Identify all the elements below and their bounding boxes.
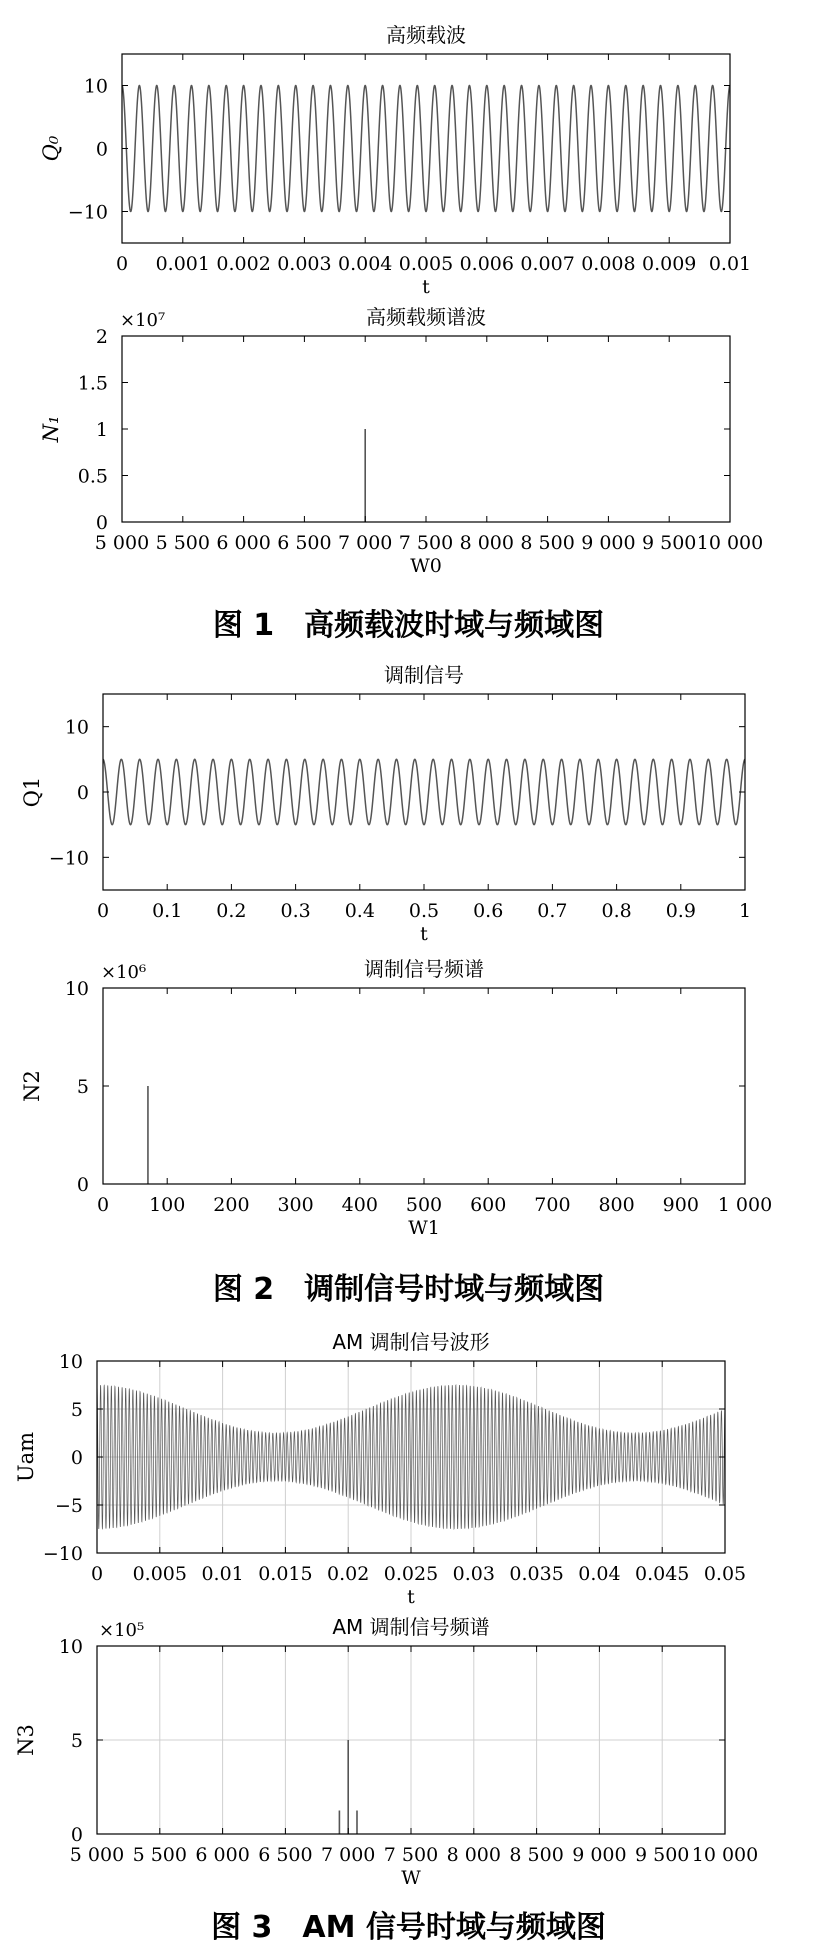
x-tick-label: 0.001 — [155, 253, 211, 275]
x-axis-label: W1 — [408, 1217, 440, 1239]
x-tick-label: 0.03 — [452, 1563, 495, 1585]
y-tick-label: 0 — [95, 138, 108, 161]
waveform-line — [122, 86, 730, 212]
y-tick-label: 5 — [76, 1076, 89, 1098]
x-axis-label: t — [422, 276, 430, 298]
x-tick-label: 9 000 — [572, 1844, 627, 1866]
x-tick-label: 0.6 — [473, 900, 504, 922]
y-tick-label: 0 — [70, 1824, 83, 1846]
y-axis-label: Q₀ — [39, 135, 63, 162]
chart-title: 调制信号频谱 — [364, 957, 484, 981]
y-tick-label: 5 — [70, 1399, 83, 1421]
x-axis-label: W0 — [410, 555, 442, 577]
x-tick-label: 900 — [662, 1194, 699, 1216]
x-tick-label: 10 000 — [691, 1844, 759, 1866]
plot-frame — [122, 336, 730, 522]
y-tick-label: 0.5 — [77, 465, 108, 488]
x-tick-label: 0.004 — [337, 253, 393, 275]
x-tick-label: 0.04 — [578, 1563, 621, 1585]
x-tick-label: 0.3 — [280, 900, 311, 922]
x-tick-label: 6 500 — [258, 1844, 313, 1866]
x-tick-label: 6 000 — [216, 532, 271, 554]
y-axis-label: N₁ — [39, 415, 63, 443]
y-axis-label: N2 — [20, 1070, 44, 1102]
y-tick-label: 0 — [76, 782, 89, 804]
x-axis-label: t — [420, 923, 428, 945]
c6-chart — [97, 1646, 725, 1834]
c1-chart — [122, 54, 730, 243]
y-tick-label: 10 — [83, 75, 108, 98]
x-tick-label: 0 — [115, 253, 129, 275]
x-tick-label: 8 000 — [446, 1844, 502, 1866]
x-tick-label: 8 500 — [520, 532, 575, 554]
y-tick-label: 0 — [76, 1174, 89, 1196]
x-tick-label: 5 500 — [155, 532, 211, 554]
y-tick-label: −5 — [54, 1495, 83, 1517]
y-tick-label: 10 — [58, 1636, 83, 1658]
x-tick-label: 0.003 — [277, 253, 332, 275]
x-tick-label: 7 500 — [398, 532, 454, 554]
x-tick-label: 5 000 — [69, 1844, 125, 1866]
x-tick-label: 9 500 — [641, 532, 697, 554]
x-axis-label: t — [407, 1586, 415, 1608]
y-axis-label: Q1 — [20, 776, 44, 808]
x-axis-label: W — [401, 1867, 421, 1889]
y-tick-label: −10 — [67, 201, 108, 224]
x-tick-label: 0.035 — [509, 1563, 564, 1585]
x-tick-label: 100 — [149, 1194, 186, 1216]
y-tick-label: −10 — [48, 847, 89, 870]
c2-chart — [122, 336, 730, 522]
x-tick-label: 6 000 — [195, 1844, 250, 1866]
figure-1-caption: 图 1 高频载波时域与频域图 — [212, 608, 605, 643]
x-tick-label: 0.007 — [520, 253, 575, 275]
chart-title: 调制信号 — [384, 663, 464, 687]
x-tick-label: 7 500 — [383, 1844, 439, 1866]
chart-title: 高频载频谱波 — [366, 305, 486, 329]
chart-title: AM 调制信号频谱 — [332, 1615, 490, 1639]
x-tick-label: 0.5 — [408, 900, 440, 922]
c3-chart — [103, 694, 745, 890]
x-tick-label: 9 500 — [634, 1844, 690, 1866]
plot-frame — [103, 988, 745, 1184]
x-tick-label: 0.005 — [398, 253, 454, 275]
y-tick-label: 2 — [95, 326, 108, 348]
y-tick-label: 0 — [95, 512, 108, 534]
y-tick-label: 10 — [64, 978, 89, 1000]
x-tick-label: 0.045 — [634, 1563, 690, 1585]
x-tick-label: 0.02 — [327, 1563, 370, 1585]
x-tick-label: 0.01 — [201, 1563, 244, 1585]
y-axis-label: N3 — [14, 1724, 38, 1756]
axis-exponent: ×10⁷ — [120, 310, 166, 331]
x-tick-label: 0.002 — [216, 253, 271, 275]
x-tick-label: 0.8 — [601, 900, 632, 922]
x-tick-label: 7 000 — [320, 1844, 376, 1866]
x-tick-label: 6 500 — [277, 532, 332, 554]
x-tick-label: 0.7 — [537, 900, 568, 922]
y-axis-label: Uam — [14, 1431, 38, 1483]
x-tick-label: 0 — [90, 1563, 104, 1585]
x-tick-label: 7 000 — [337, 532, 393, 554]
x-tick-label: 8 500 — [509, 1844, 564, 1866]
x-tick-label: 10 000 — [696, 532, 764, 554]
x-tick-label: 700 — [534, 1194, 571, 1216]
x-tick-label: 0.015 — [258, 1563, 313, 1585]
chart-title: AM 调制信号波形 — [332, 1330, 490, 1354]
x-tick-label: 0.4 — [344, 900, 375, 922]
x-tick-label: 0.005 — [132, 1563, 188, 1585]
x-tick-label: 9 000 — [581, 532, 636, 554]
x-tick-label: 1 000 — [717, 1194, 773, 1216]
x-tick-label: 1 — [738, 900, 752, 922]
x-tick-label: 0.05 — [703, 1563, 747, 1585]
c5-chart — [97, 1361, 725, 1553]
y-tick-label: 10 — [58, 1351, 83, 1373]
c4-chart — [103, 988, 745, 1184]
x-tick-label: 300 — [277, 1194, 314, 1216]
x-tick-label: 800 — [598, 1194, 635, 1216]
x-tick-label: 0.006 — [459, 253, 515, 275]
x-tick-label: 5 000 — [94, 532, 150, 554]
waveform-line — [103, 759, 745, 824]
x-tick-label: 600 — [470, 1194, 507, 1216]
axis-exponent: ×10⁶ — [101, 962, 147, 983]
x-tick-label: 200 — [213, 1194, 250, 1216]
x-tick-label: 0.9 — [665, 900, 696, 922]
y-tick-label: 1 — [95, 419, 108, 441]
x-tick-label: 0.2 — [216, 900, 247, 922]
x-tick-label: 0.009 — [641, 253, 697, 275]
y-tick-label: 5 — [70, 1730, 83, 1752]
x-tick-label: 0 — [96, 900, 110, 922]
x-tick-label: 5 500 — [132, 1844, 188, 1866]
y-tick-label: 0 — [70, 1447, 83, 1469]
y-tick-label: −10 — [42, 1543, 83, 1565]
x-tick-label: 0.1 — [152, 900, 183, 922]
x-tick-label: 0.008 — [581, 253, 636, 275]
y-tick-label: 1.5 — [77, 372, 108, 395]
x-tick-label: 500 — [405, 1194, 443, 1216]
chart-title: 高频载波 — [386, 23, 466, 47]
x-tick-label: 0 — [96, 1194, 110, 1216]
x-tick-label: 400 — [341, 1194, 378, 1216]
figure-2-caption: 图 2 调制信号时域与频域图 — [212, 1272, 605, 1307]
axis-exponent: ×10⁵ — [99, 1620, 145, 1641]
x-tick-label: 0.01 — [708, 253, 752, 275]
x-tick-label: 0.025 — [383, 1563, 439, 1585]
x-tick-label: 8 000 — [459, 532, 515, 554]
y-tick-label: 10 — [64, 716, 89, 739]
figure-3-caption: 图 3 AM 信号时域与频域图 — [211, 1910, 606, 1945]
